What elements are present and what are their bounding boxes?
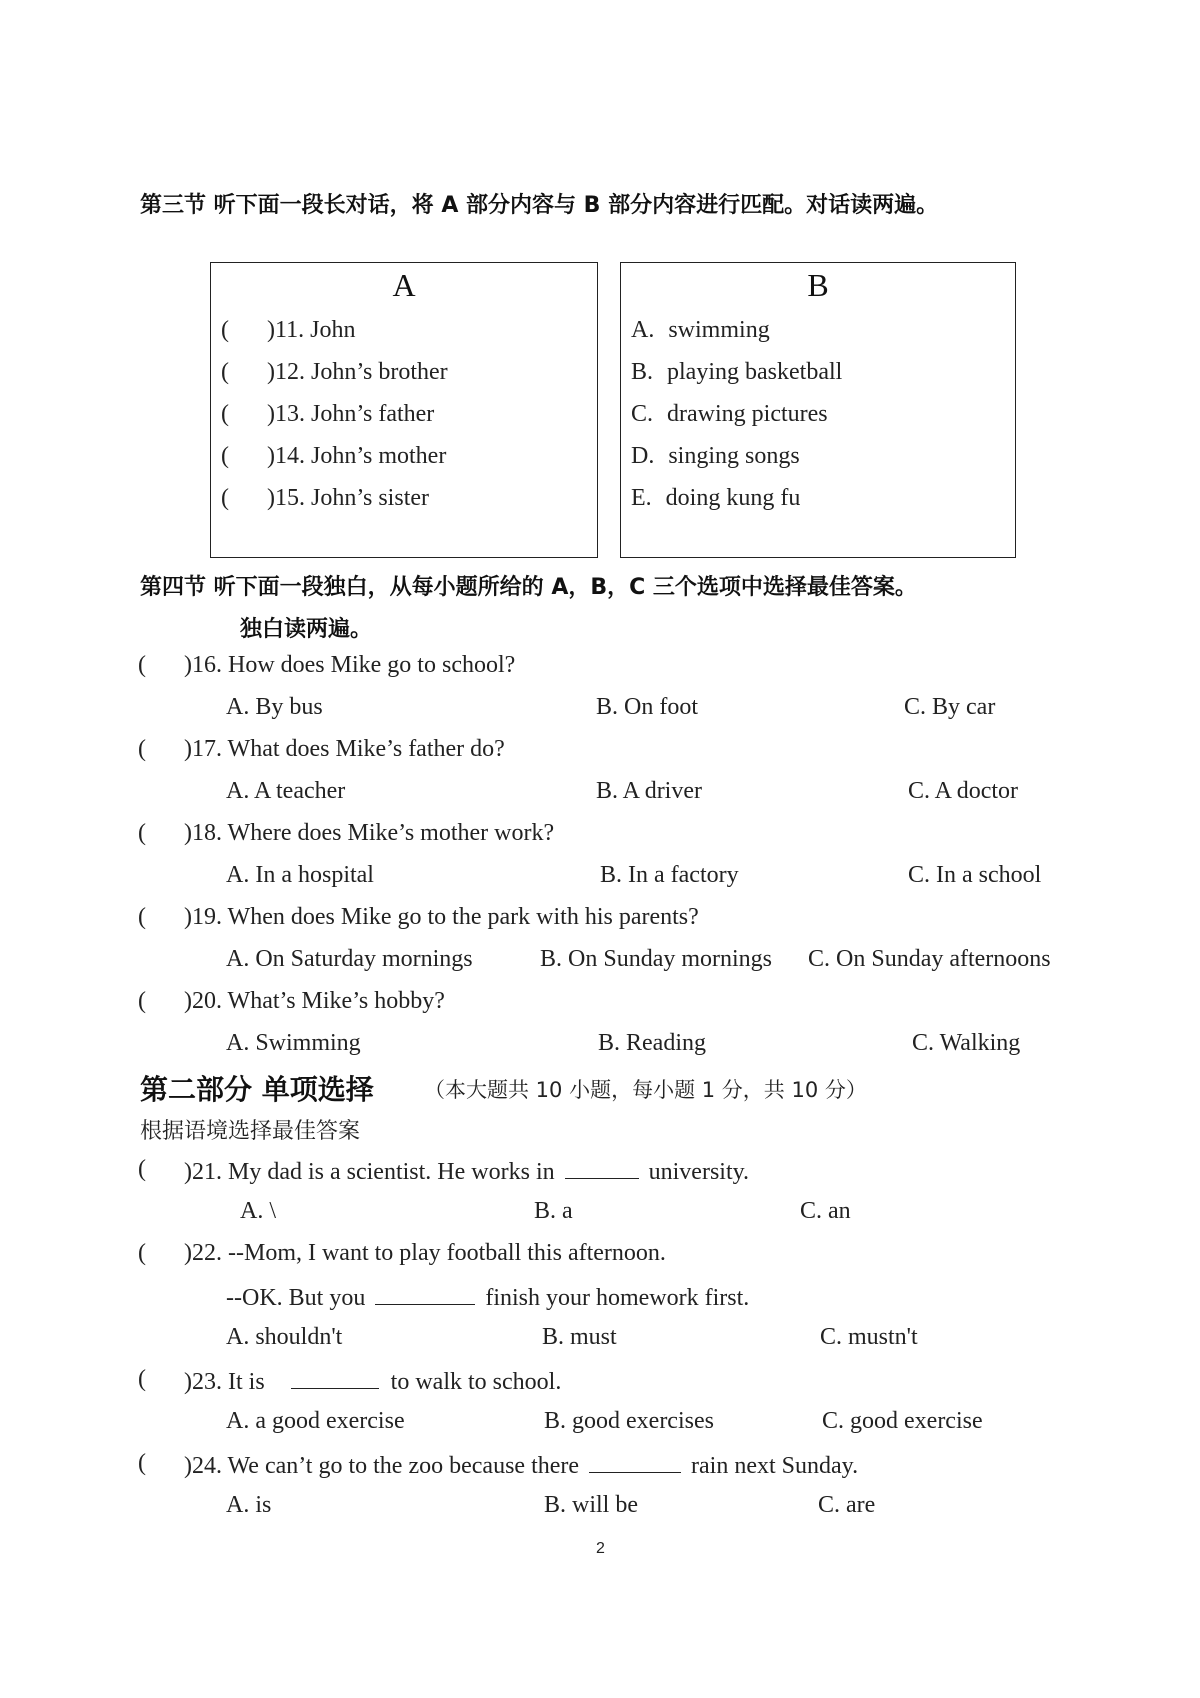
option-b[interactable]: B. will be — [544, 1492, 638, 1518]
box-b-letter: D. — [631, 443, 655, 469]
option-b[interactable]: B. Reading — [598, 1030, 706, 1056]
option-a[interactable]: A. a good exercise — [226, 1408, 405, 1434]
question-stem: --OK. But you — [226, 1285, 366, 1311]
box-b-letter: C. — [631, 401, 654, 427]
option-a[interactable]: A. Swimming — [226, 1030, 361, 1056]
question-stem: )21. My dad is a scientist. He works in — [184, 1159, 555, 1185]
question-stem: to walk to school. — [390, 1369, 562, 1395]
option-b[interactable]: B. must — [542, 1324, 617, 1350]
option-c[interactable]: C. mustn't — [820, 1324, 918, 1350]
question-17-text: )17. What does Mike’s father do? — [184, 736, 505, 762]
option-b[interactable]: B. good exercises — [544, 1408, 714, 1434]
option-c[interactable]: C. In a school — [908, 862, 1042, 888]
box-b-letter: A. — [631, 317, 655, 343]
option-b[interactable]: B. a — [534, 1198, 573, 1224]
question-17 — [138, 736, 146, 763]
part2-title: 第二部分 单项选择 — [140, 1073, 374, 1106]
option-a[interactable]: A. On Saturday mornings — [226, 946, 473, 972]
box-b-item-label: playing basketball — [667, 359, 843, 385]
answer-paren[interactable]: ( — [221, 485, 229, 511]
question-stem: rain next Sunday. — [691, 1453, 859, 1479]
option-a[interactable]: A. In a hospital — [226, 862, 374, 888]
question-18 — [138, 820, 146, 847]
section4-heading-cont: 独白读两遍。 — [240, 617, 373, 642]
answer-paren[interactable]: ( — [221, 401, 229, 427]
option-b[interactable]: B. On Sunday mornings — [540, 946, 773, 972]
option-c[interactable]: C. an — [800, 1198, 851, 1224]
option-b[interactable]: B. In a factory — [600, 862, 739, 888]
answer-paren[interactable]: ( — [138, 904, 146, 930]
question-24 — [138, 1450, 146, 1477]
option-b[interactable]: B. A driver — [596, 778, 702, 804]
question-20-text: )20. What’s Mike’s hobby? — [184, 988, 445, 1014]
box-a-item-label: )11. John — [267, 317, 356, 343]
question-24-text — [184, 1450, 858, 1480]
option-c[interactable]: C. A doctor — [908, 778, 1019, 804]
option-c[interactable]: C. Walking — [912, 1030, 1021, 1056]
answer-blank[interactable] — [589, 1450, 681, 1473]
answer-blank[interactable] — [291, 1366, 379, 1389]
box-b-item-label: drawing pictures — [667, 401, 828, 427]
question-21-text — [184, 1156, 749, 1186]
answer-paren[interactable]: ( — [138, 1366, 146, 1392]
answer-paren[interactable]: ( — [138, 820, 146, 846]
question-20 — [138, 988, 146, 1015]
box-b-item-label: singing songs — [668, 443, 800, 469]
box-a-item-label: )15. John’s sister — [267, 485, 429, 511]
box-b-row-c — [631, 401, 828, 428]
box-b-row-a — [631, 317, 770, 344]
option-a[interactable]: A. A teacher — [226, 778, 346, 804]
box-a-title: A — [392, 267, 416, 303]
option-b[interactable]: B. On foot — [596, 694, 698, 720]
box-b-row-d — [631, 443, 800, 470]
part2-instruction: 根据语境选择最佳答案 — [140, 1119, 361, 1144]
question-16 — [138, 652, 146, 679]
question-19-text: )19. When does Mike go to the park with his parents? — [184, 904, 699, 930]
box-b-item-label: swimming — [668, 317, 770, 343]
answer-paren[interactable]: ( — [138, 736, 146, 762]
answer-paren[interactable]: ( — [138, 1450, 146, 1476]
box-b-item-label: doing kung fu — [665, 485, 801, 511]
question-19 — [138, 904, 146, 931]
question-23 — [138, 1366, 146, 1393]
option-c[interactable]: C. By car — [904, 694, 996, 720]
section3-heading: 第三节 听下面一段长对话，将 A 部分内容与 B 部分内容进行匹配。对话读两遍。 — [140, 193, 939, 218]
question-22-text: )22. --Mom, I want to play football this afternoon. — [184, 1240, 666, 1266]
box-b-title: B — [807, 267, 829, 303]
answer-paren[interactable]: ( — [221, 443, 229, 469]
option-a[interactable]: A. By bus — [226, 694, 323, 720]
option-c[interactable]: C. On Sunday afternoons — [808, 946, 1051, 972]
question-22 — [138, 1240, 146, 1267]
answer-paren[interactable]: ( — [138, 988, 146, 1014]
question-16-text: )16. How does Mike go to school? — [184, 652, 516, 678]
question-stem: finish your homework first. — [485, 1285, 750, 1311]
box-a-item-label: )13. John’s father — [267, 401, 435, 427]
question-23-text — [184, 1366, 561, 1396]
answer-blank[interactable] — [375, 1282, 475, 1305]
question-stem: university. — [648, 1159, 750, 1185]
match-box-a — [210, 262, 598, 558]
box-b-letter: B. — [631, 359, 654, 385]
answer-blank[interactable] — [565, 1156, 639, 1179]
question-21 — [138, 1156, 146, 1183]
option-a[interactable]: A. is — [226, 1492, 272, 1518]
option-c[interactable]: C. are — [818, 1492, 876, 1518]
answer-paren[interactable]: ( — [138, 652, 146, 678]
option-a[interactable]: A. \ — [240, 1198, 276, 1224]
question-18-text: )18. Where does Mike’s mother work? — [184, 820, 555, 846]
box-a-item-label: )12. John’s brother — [267, 359, 448, 385]
part2-note: （本大题共 10 小题，每小题 1 分，共 10 分） — [424, 1078, 867, 1102]
page-number: 2 — [596, 1540, 605, 1557]
option-c[interactable]: C. good exercise — [822, 1408, 983, 1434]
question-stem: )23. It is — [184, 1369, 265, 1395]
answer-paren[interactable]: ( — [221, 317, 229, 343]
answer-paren[interactable]: ( — [138, 1156, 146, 1182]
answer-paren[interactable]: ( — [221, 359, 229, 385]
box-b-row-b — [631, 359, 842, 386]
box-a-item-label: )14. John’s mother — [267, 443, 447, 469]
question-stem: )24. We can’t go to the zoo because there — [184, 1453, 580, 1479]
option-a[interactable]: A. shouldn't — [226, 1324, 343, 1350]
box-b-letter: E. — [631, 485, 652, 511]
match-box-b — [620, 262, 1016, 558]
section4-heading: 第四节 听下面一段独白，从每小题所给的 A，B，C 三个选项中选择最佳答案。 — [140, 575, 917, 600]
box-b-row-e — [631, 485, 800, 512]
question-22-line2 — [226, 1282, 749, 1312]
answer-paren[interactable]: ( — [138, 1240, 146, 1266]
